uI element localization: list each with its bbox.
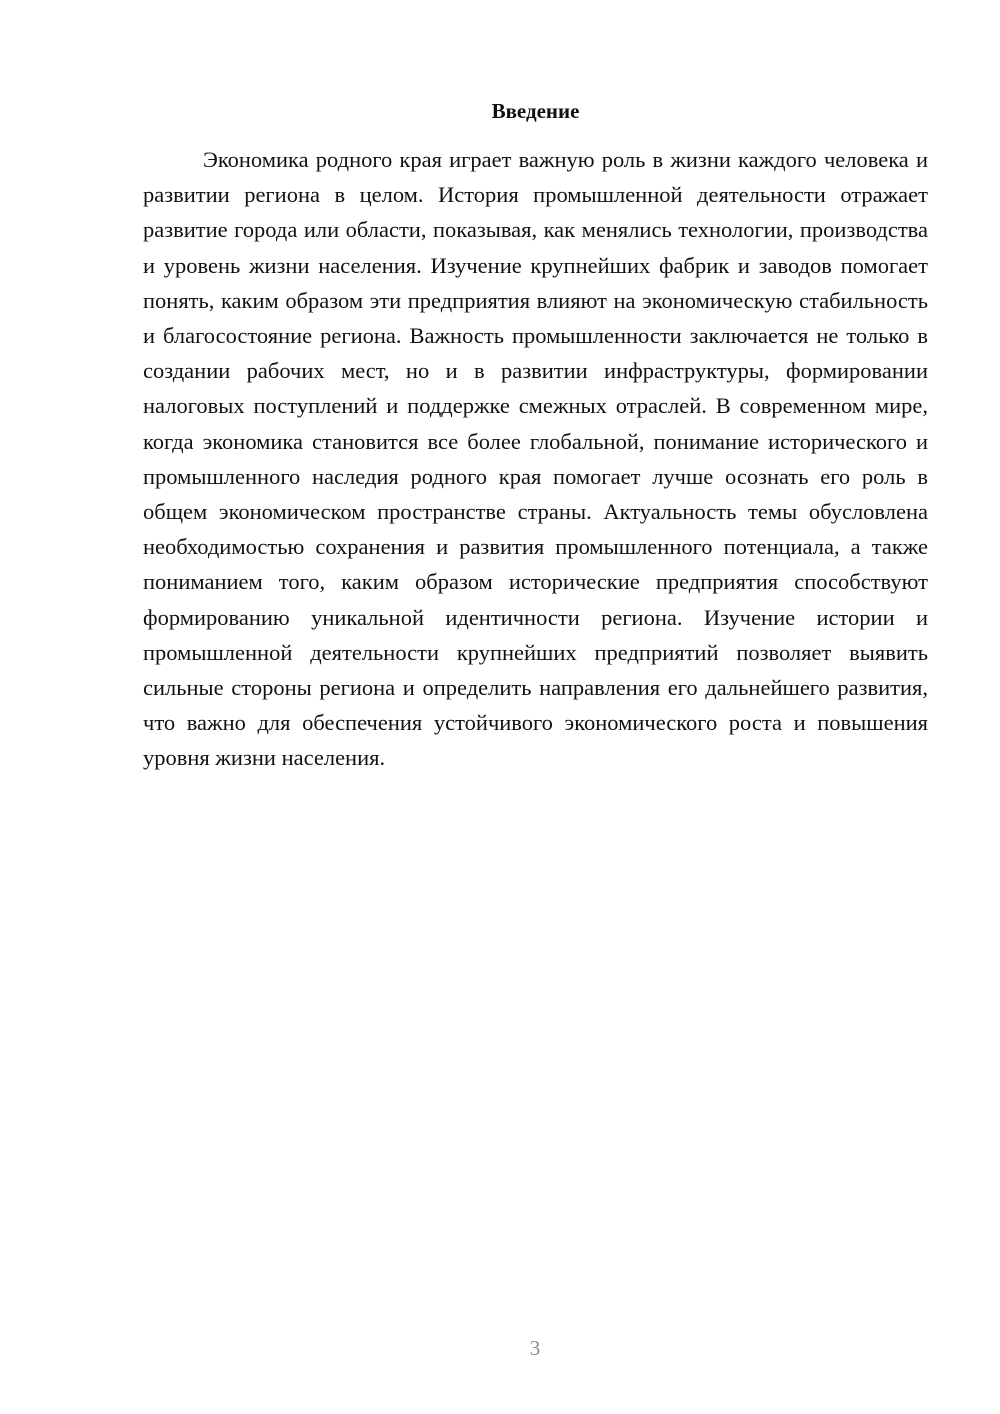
page-number: 3: [529, 1336, 541, 1360]
introduction-paragraph: Экономика родного края играет важную роль в жизни каждого человека и развитии региона в целом. История промышленной деятельности отражает развитие города или области, показывая, как менялись технологии, производства и уровень жизни населения. Изучение крупнейших фабрик и заводов помогает понять, каким образом эти предприятия влияют на экономическую стабильность и благосостояние региона. Важность промышленности заключается не только в создании рабочих мест, но и в развитии инфраструктуры, формировании налоговых поступлений и поддержке смежных отраслей. В современном мире, когда экономика становится все более глобальной, понимание исторического и промышленного наследия родного края помогает лучше осознать его роль в общем экономическом пространстве страны. Актуальность темы обусловлена необходимостью сохранения и развития промышленного потенциала, а также пониманием того, каким образом исторические предприятия способствуют формированию уникальной идентичности региона. Изучение истории и промышленной деятельности крупнейших предприятий позволяет выявить сильные стороны региона и определить направления его дальнейшего развития, что важно для обеспечения устойчивого экономического роста и повышения уровня жизни населения.: [143, 147, 928, 771]
section-heading: Введение: [491, 99, 580, 123]
